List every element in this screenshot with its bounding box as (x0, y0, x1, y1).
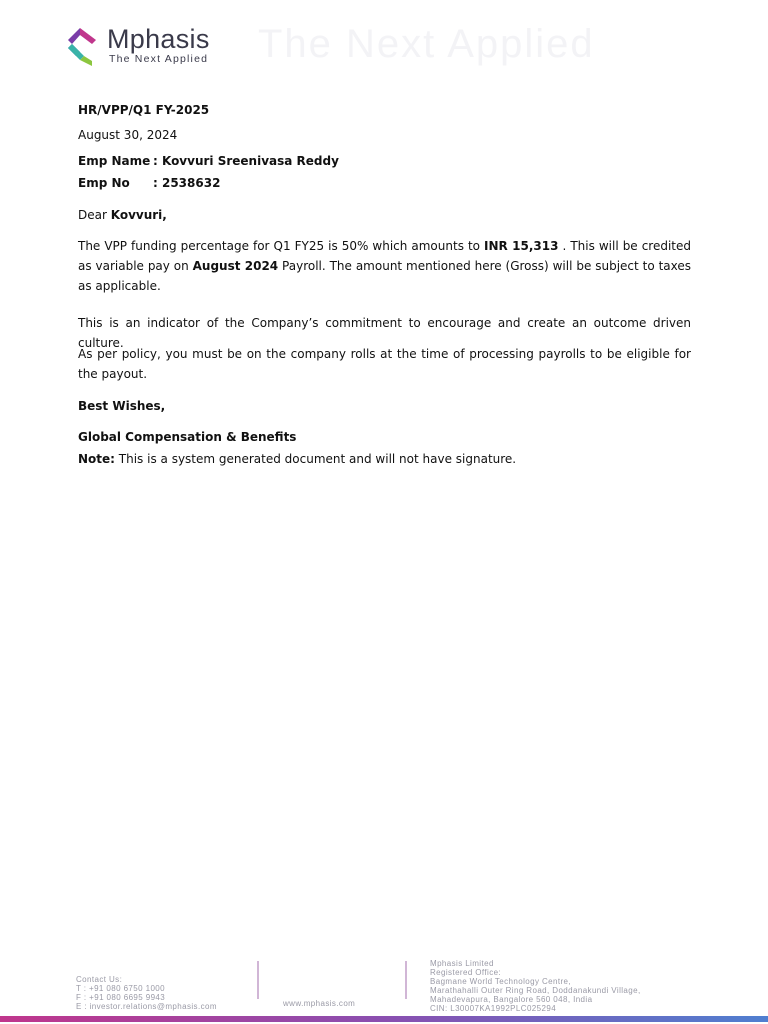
signatory: Global Compensation & Benefits (78, 430, 297, 444)
note-label: Note: (78, 452, 115, 466)
footer-divider (257, 961, 259, 999)
emp-name-value: : Kovvuri Sreenivasa Reddy (153, 154, 339, 168)
address-line-2: Marathahalli Outer Ring Road, Doddanakundi Village, (430, 986, 641, 995)
contact-email: E : investor.relations@mphasis.com (76, 1002, 217, 1011)
funding-text-a: The VPP funding percentage for Q1 FY25 is 50% which amounts to (78, 239, 485, 253)
footer-divider (405, 961, 407, 999)
website-link[interactable]: www.mphasis.com (283, 999, 356, 1008)
page-footer (0, 955, 768, 1024)
registered-office-block (430, 959, 641, 1013)
company-name: Mphasis Limited (430, 959, 494, 968)
note-text: This is a system generated document and will not have signature. (114, 452, 517, 466)
funding-text-c: Payroll. The amount mentioned here (Gross) will be subject to taxes as applicable. (78, 259, 692, 293)
letter-date: August 30, 2024 (78, 128, 178, 142)
payroll-month: August 2024 (192, 259, 279, 273)
emp-name-label: Emp Name (78, 154, 151, 168)
salutation-prefix: Dear (78, 208, 111, 222)
contact-title: Contact Us: (76, 975, 123, 984)
emp-no-row (78, 173, 220, 193)
funding-text-b: . This will be credited as variable pay on (78, 239, 692, 273)
header-watermark: The Next Applied (258, 22, 595, 66)
contact-phone: T : +91 080 6750 1000 (76, 984, 165, 993)
mphasis-logo (66, 26, 246, 70)
address-line-1: Bagmane World Technology Centre, (430, 977, 572, 986)
culture-paragraph: This is an indicator of the Company’s commitment to encourage and create an outcome driven culture. (78, 316, 691, 350)
salutation-name: Kovvuri, (110, 208, 167, 222)
contact-block (76, 975, 217, 1011)
salutation (78, 205, 167, 225)
emp-no-value: : 2538632 (153, 176, 221, 190)
policy-paragraph: As per policy, you must be on the company rolls at the time of processing payrolls to be eligible for the payout. (78, 347, 691, 381)
office-label: Registered Office: (430, 968, 502, 977)
funding-paragraph (78, 236, 691, 296)
cin-number: CIN: L30007KA1992PLC025294 (430, 1004, 557, 1013)
closing: Best Wishes, (78, 399, 166, 413)
letter-reference: HR/VPP/Q1 FY-2025 (78, 103, 210, 117)
emp-no-label: Emp No (78, 176, 130, 190)
address-line-3: Mahadevapura, Bangalore 560 048, India (430, 995, 593, 1004)
emp-name-row (78, 151, 339, 171)
contact-fax: F : +91 080 6695 9943 (76, 993, 166, 1002)
brand-name: Mphasis (107, 24, 210, 54)
mphasis-logo-icon (66, 26, 102, 68)
footer-color-bar (0, 1016, 768, 1022)
system-note (78, 449, 516, 469)
funding-amount: INR 15,313 (484, 239, 559, 253)
brand-tagline: The Next Applied (109, 53, 209, 65)
